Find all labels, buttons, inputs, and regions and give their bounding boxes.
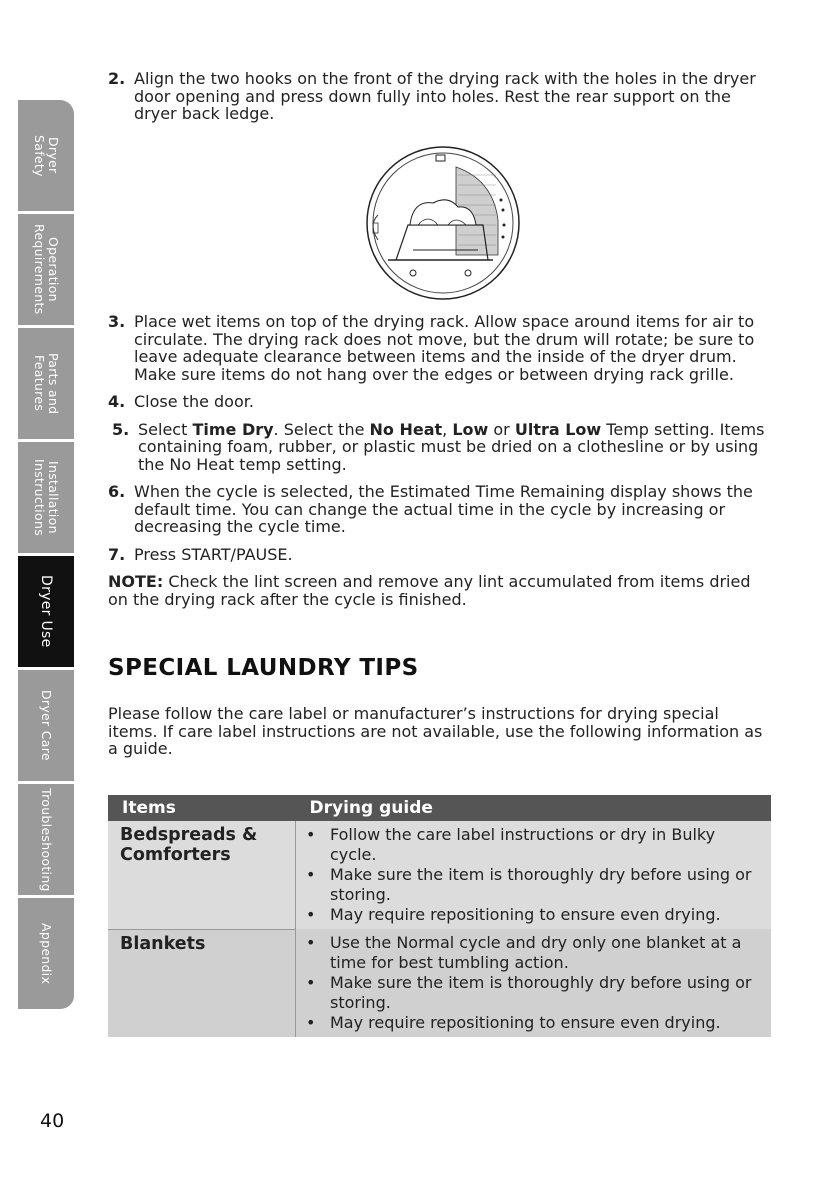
table-header-row [108,795,771,821]
no-heat-label: No Heat [369,419,443,439]
side-tab-label: Appendix [39,922,54,985]
side-tab-dryer-safety[interactable] [18,100,74,212]
side-tab-label: Dryer Use [38,575,54,648]
list-item: • Make sure the item is thoroughly dry before using or storing. [330,973,771,1013]
tips-list [296,825,771,925]
side-tab-installation-instructions[interactable] [18,442,74,554]
step-text: Select Time Dry. Select the No Heat, Low or Ultra Low Temp setting. Items containing foam, rubber, or plastic must be dried on a clothesline or by using the No Heat temp setting. [138,419,765,474]
step-text: When the cycle is selected, the Estimated Time Remaining display shows the default time. You can change the actual time in the cycle by increasing or decreasing the cycle time. [134,482,753,536]
step-number: 2. [108,69,126,88]
tips-list [296,933,771,1033]
side-tab-operation-requirements[interactable] [18,214,74,326]
laundry-tips-table [108,795,771,1037]
step-number: 4. [108,392,126,411]
side-tab-label: Troubleshooting [39,787,54,892]
side-tab-label: Parts and Features [32,352,61,415]
side-tab-label: Dryer Safety [32,134,61,177]
step-text: Close the door. [134,392,254,411]
step-number: 3. [108,312,126,331]
table-row [108,929,771,1037]
side-tab-dryer-care[interactable] [18,670,74,782]
step-7 [108,546,773,564]
note-text: Check the lint screen and remove any lint accumulated from items dried on the drying rack after the cycle is finished. [108,572,751,609]
side-tab-label: Dryer Care [39,690,54,761]
time-dry-label: Time Dry [192,419,274,439]
list-item: • Use the Normal cycle and dry only one blanket at a time for best tumbling action. [330,933,771,973]
table-header-items: Items [108,795,296,821]
item-name: Blankets [108,929,296,1037]
side-tab-label: Operation Requirements [32,224,61,315]
item-name: Bedspreads & Comforters [108,821,296,929]
step-3 [108,313,773,383]
step-2 [108,70,773,123]
list-item: • May require repositioning to ensure even drying. [330,1013,771,1033]
step-6 [108,483,773,536]
intro-paragraph: Please follow the care label or manufacturer’s instructions for drying special items. If care label instructions are not available, use the following information as a guide. [108,704,763,758]
ultra-low-label: Ultra Low [514,419,602,439]
side-tab-dryer-use[interactable] [18,556,74,668]
note-label: NOTE: [108,572,164,591]
table-header-drying-guide: Drying guide [296,795,772,821]
low-label: Low [452,419,489,439]
note [108,573,773,608]
drying-guide-cell [296,821,772,929]
drying-guide-cell [296,929,772,1037]
drying-rack-illustration [358,145,528,305]
step-text: Press START/PAUSE. [134,544,293,564]
step-number: 5. [112,419,130,439]
step-text: Place wet items on top of the drying rack. Allow space around items for air to circulate. The drying rack does not move, but the drum will rotate; be sure to leave adequate clearance between items and the inside of the dryer drum. Make sure items do not hang over the edges or between drying rack grille. [134,312,755,384]
steps-bottom [108,313,773,608]
step-5 [108,421,773,474]
section-title: SPECIAL LAUNDRY TIPS [108,655,419,681]
step-number: 6. [108,482,126,501]
steps-top [108,70,773,123]
step-number: 7. [108,544,126,564]
side-tab-label: Installation Instructions [32,458,61,536]
side-tab-parts-and-features[interactable] [18,328,74,440]
list-item: • Make sure the item is thoroughly dry before using or storing. [330,865,771,905]
step-text: Align the two hooks on the front of the drying rack with the holes in the dryer door opening and press down fully into holes. Rest the rear support on the dryer back ledge. [134,69,756,123]
side-tab-troubleshooting[interactable] [18,784,74,896]
side-tab-appendix[interactable] [18,898,74,1010]
table-row [108,821,771,929]
list-item: • Follow the care label instructions or dry in Bulky cycle. [330,825,771,865]
page-number: 40 [40,1110,65,1132]
list-item: • May require repositioning to ensure even drying. [330,905,771,925]
step-4 [108,393,773,411]
